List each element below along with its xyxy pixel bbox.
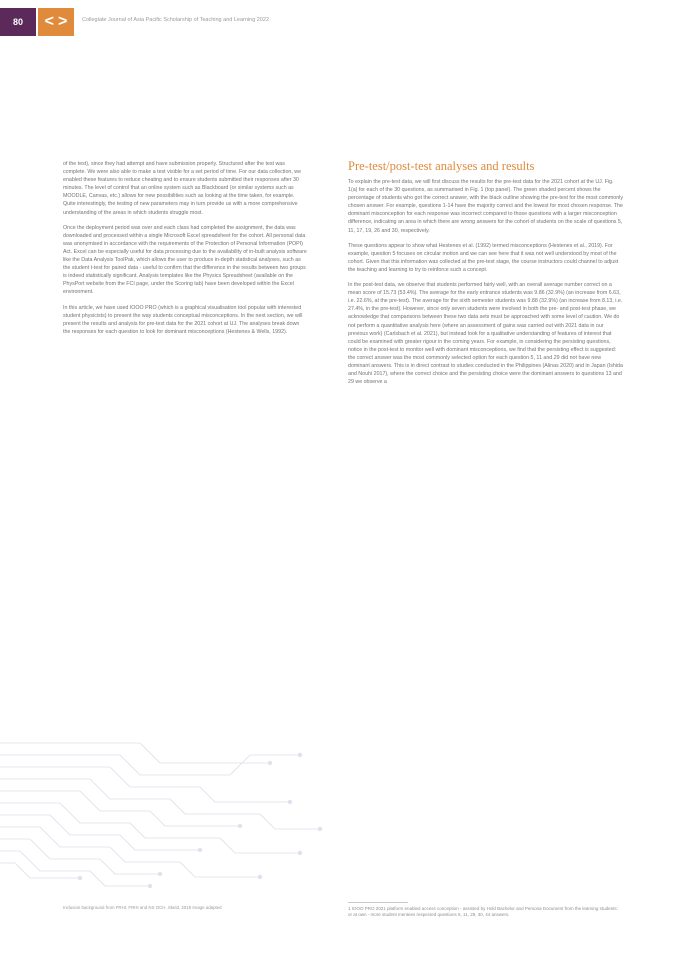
body-paragraph: In this article, we have used IOOO PRO (which is a graphical visualisation tool popular with interested student physicists) to present the way students conceptual misconceptions. In the next section, we will present the results and analysis for pre-test data for the 2021 cohort at UJ. The analyses break down the responses for each question to look for dominant misconceptions (Hestenes & Wells, 1992). [63,304,303,335]
right-column [348,160,623,393]
page-header [0,0,680,40]
body-paragraph: To explain the pre-test data, we will first discuss the results for the pre-test data for the 2021 cohort at the UJ. Fig. 1(a) for each of the 30 questions, as summarised in Fig. 1 (top panel). The green shaded percent shows the percentage of students who got the correct answer, with the black outline showing the pre-test for the most commonly chosen answer. For example, questions 1-14 have the majority correct and the lowest for most chosen response. The dominant misconception for each response was incorrect compared to those questions with a larger misconception difference, indicating an area in which there are wrong answers for the cohort of students on the scale of questions 5, 11, 17, 19, 26 and 30, respectively. [348,179,623,234]
circuit-board-illustration [0,735,330,900]
body-paragraph: Once the deployment period was over and each class had completed the assignment, the data was downloaded and processed within a single Microsoft Excel spreadsheet for the cohort. All personal data was anonymised in accordance with the requirements of the Protection of Personal Information (POPI) Act. Excel can be especially useful for data processing due to the availability of in-built analysis software like the Data Analysis ToolPak, which allows the user to produce in-depth statistical analyses, such as the student t-test for paired data - useful to confirm that the difference in the results between two groups is indeed statistically significant. Analysis templates like the Physics Spreadsheet (available on the PhysPort website from the FCI page, under the Scoring tab) have been developed within the Excel environment. [63,224,307,296]
body-paragraph: These questions appear to show what Hestenes et al. (1992) termed misconceptions (Hestenes et al., 2019). For example, question 5 focuses on circular motion and we can see here that it was not well understood by most of the cohort. Given that this information was collected at the pre-test stage, the course instructors could channel to adjust the teaching and learning to try to reinforce such a concept. [348,242,619,273]
body-paragraph: of the test), since they had attempt and have submission properly. Structured after the test was complete. We were also able to make a test visible for a set period of time. For our data collection, we enabled these features to reduce cheating and to ensure students submitted their responses after 30 minutes. The level of control that an online system such as Blackboard (or similar systems such as MOODLE, Canvas, etc.) allows for new possibilities such as looking at the time taken, for example. Quite interestingly, the testing of new parameters may in turn provide us with a more comprehensive understanding of the areas in which students struggle most. [63,161,302,216]
left-column [63,160,308,343]
body-paragraph: In the post-test data, we observe that students performed fairly well, with an overall average number correct on a mean score of 15.73 (53.4%). The average for the early entrance students was 9.86 (32.9%) (an increase from 6.63, i.e. 22.6%, at the pre-test). The average for the sixth semester students was 9.88 (32.9%) (an increase from 8.13, i.e. 27.4%, in the pre-test). However, since only seven students were involved in both the pre- and post-test phase, we acknowledge that comparisons between these two data sets must be approached with some level of caution. We do not perform a quantitative analysis here (where an assessment of gains was carried out with 2021 data in our previous work) (Carlsbach et al. 2021), but instead look for a qualitative understanding of features of interest that could be examined with greater rigour in the coming years. For example, in considering the persisting questions, notice in the post-test to monitor well with dominant misconceptions, we find that the persisting effect is suggested: the correct answer was the most commonly selected option for each question 5, 11 and 29 did not have new dominant answers. This is in direct contrast to studies conducted in the Philippines (Alinas 2020) and in Japan (Ishida and Nouhi 2017), where the correct choice and the persisting choice were the dominant answers to questions 13 and 29 we observe a [348,282,623,386]
page-number: 80 [0,8,36,36]
footnote-text: 1 IOOO PRO 2021 platform enabled access conception - assisted by Hold Bachelor and Persona Document from the learning students: or at own - more student mentees respected questions 5, 11, 29, 30, 44 answers. [348,906,618,917]
footnote [348,906,623,918]
section-heading: Pre-test/post-test analyses and results [348,159,535,173]
footnote-divider [348,902,408,903]
page-navigation [38,8,74,36]
chevron-right-icon[interactable]: > [58,13,68,30]
chevron-left-icon[interactable]: < [44,13,54,30]
running-title: Collegiate Journal of Asia Pacific Scholarship of Teaching and Learning 2022 [82,17,270,23]
figure-caption: Inclusion background from FRHI; FRHI and NS OCH, Skeld, 2019 Image adapted [63,905,222,910]
